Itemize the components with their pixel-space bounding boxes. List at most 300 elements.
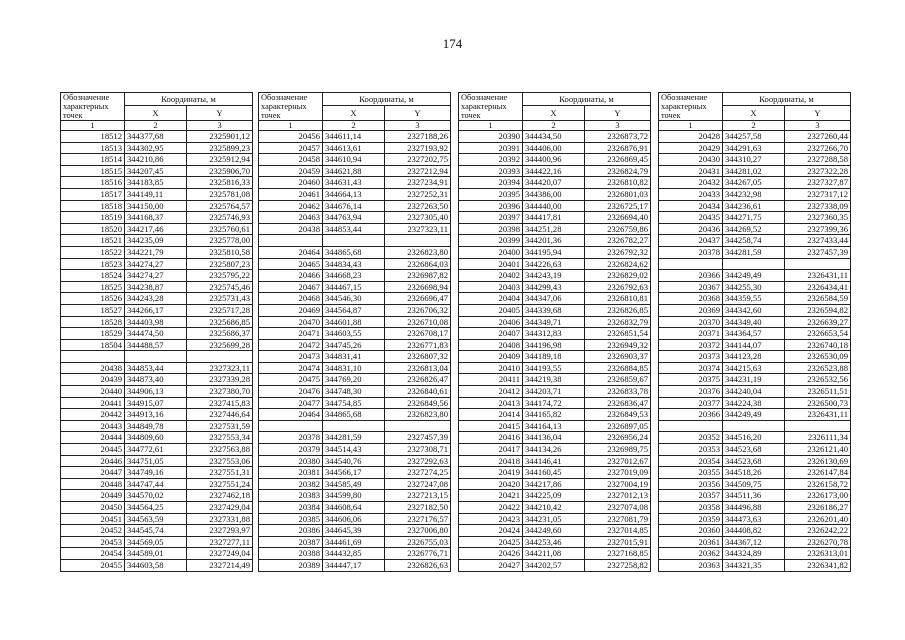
- table-row: [659, 131, 851, 143]
- table-row: [659, 258, 851, 270]
- x-value: 344611,14: [323, 131, 385, 143]
- x-value: 344523,68: [723, 455, 785, 467]
- x-value: 344217,86: [523, 478, 585, 490]
- x-value: 344834,43: [323, 258, 385, 270]
- table-row: [61, 339, 253, 351]
- point-id: 18522: [61, 246, 125, 258]
- table-row: [459, 212, 651, 224]
- point-id: 20370: [659, 316, 723, 328]
- y-value: 2326500,73: [785, 397, 851, 409]
- x-value: 344488,57: [125, 339, 187, 351]
- x-value: 344849,78: [125, 420, 187, 432]
- x-value: 344645,39: [323, 525, 385, 537]
- point-id: 20473: [259, 351, 323, 363]
- point-id: 20355: [659, 467, 723, 479]
- x-value: 344238,87: [125, 281, 187, 293]
- table-row: [659, 235, 851, 247]
- point-id: 20451: [61, 513, 125, 525]
- table-row: [61, 409, 253, 421]
- y-value: 2327457,39: [785, 246, 851, 258]
- point-id: 20443: [61, 420, 125, 432]
- y-value: 2327266,70: [785, 142, 851, 154]
- x-value: 344146,41: [523, 455, 585, 467]
- y-value: 2327531,59: [187, 420, 253, 432]
- x-value: 344202,57: [523, 559, 585, 571]
- x-value: 344631,43: [323, 177, 385, 189]
- y-value: 2326725,17: [585, 200, 651, 212]
- point-id: 20468: [259, 293, 323, 305]
- x-value: 344569,05: [125, 536, 187, 548]
- table-row: [61, 386, 253, 398]
- point-id: 20418: [459, 455, 523, 467]
- table-row: [61, 502, 253, 514]
- y-value: 2326810,82: [585, 177, 651, 189]
- y-header: Y: [385, 106, 451, 121]
- point-id: 20398: [459, 223, 523, 235]
- y-value: 2325810,58: [187, 246, 253, 258]
- point-id: 20447: [61, 467, 125, 479]
- table-row: [259, 304, 451, 316]
- column-number: 1: [61, 121, 125, 131]
- y-value: 2327323,11: [187, 362, 253, 374]
- x-value: 344408,82: [723, 525, 785, 537]
- point-id: 20448: [61, 478, 125, 490]
- table-row: [659, 246, 851, 258]
- table-row: [61, 351, 253, 363]
- x-value: 344240,04: [723, 386, 785, 398]
- y-value: 2327415,83: [187, 397, 253, 409]
- y-value: 2327323,11: [385, 223, 451, 235]
- y-value: 2326826,85: [585, 304, 651, 316]
- table-row: [259, 548, 451, 560]
- point-id: 20380: [259, 455, 323, 467]
- point-id: 20396: [459, 200, 523, 212]
- table-row: [659, 536, 851, 548]
- point-id: 20421: [459, 490, 523, 502]
- x-value: 344570,02: [125, 490, 187, 502]
- x-value: 344243,19: [523, 270, 585, 282]
- y-value: 2327019,09: [585, 467, 651, 479]
- y-value: 2326434,41: [785, 281, 851, 293]
- table-row: [61, 154, 253, 166]
- table-row: [459, 339, 651, 351]
- x-value: 344400,96: [523, 154, 585, 166]
- column-number: 2: [125, 121, 187, 131]
- y-value: 2327338,09: [785, 200, 851, 212]
- point-id: 20393: [459, 165, 523, 177]
- table-row: [259, 212, 451, 224]
- table-row: [459, 536, 651, 548]
- y-value: [385, 235, 451, 247]
- y-value: 2327322,28: [785, 165, 851, 177]
- point-id: 20362: [659, 548, 723, 560]
- table-row: [259, 536, 451, 548]
- table-row: [259, 246, 451, 258]
- x-value: 344664,13: [323, 188, 385, 200]
- table-row: [459, 374, 651, 386]
- y-value: 2327553,34: [187, 432, 253, 444]
- y-header: Y: [585, 106, 651, 121]
- table-row: [61, 246, 253, 258]
- x-value: 344164,13: [523, 420, 585, 432]
- x-value: 344747,44: [125, 478, 187, 490]
- table-row: [659, 293, 851, 305]
- x-value: 344349,71: [523, 316, 585, 328]
- point-id: 20374: [659, 362, 723, 374]
- y-value: 2326706,32: [385, 304, 451, 316]
- x-value: 344751,05: [125, 455, 187, 467]
- designation-header: Обозначение характерных точек: [259, 93, 323, 121]
- table-row: [659, 328, 851, 340]
- x-value: 344763,94: [323, 212, 385, 224]
- y-value: 2327258,82: [585, 559, 651, 571]
- table-row: [659, 223, 851, 235]
- x-value: 344150,00: [125, 200, 187, 212]
- table-row: [259, 455, 451, 467]
- table-row: [659, 409, 851, 421]
- coordinates-header: Координаты, м: [723, 93, 851, 106]
- x-value: 344865,68: [323, 246, 385, 258]
- point-id: 20456: [259, 131, 323, 143]
- y-value: 2327193,92: [385, 142, 451, 154]
- y-value: 2326740,18: [785, 339, 851, 351]
- table-row: [259, 362, 451, 374]
- y-value: 2325781,08: [187, 188, 253, 200]
- point-id: 18520: [61, 223, 125, 235]
- x-value: 344267,05: [723, 177, 785, 189]
- x-value: 344831,10: [323, 362, 385, 374]
- table-row: [459, 258, 651, 270]
- point-id: 20395: [459, 188, 523, 200]
- point-id: 20426: [459, 548, 523, 560]
- table-row: [659, 525, 851, 537]
- y-value: 2327433,44: [785, 235, 851, 247]
- table-row: [259, 142, 451, 154]
- table-row: [459, 444, 651, 456]
- y-value: 2327277,11: [187, 536, 253, 548]
- y-value: 2326949,32: [585, 339, 651, 351]
- point-id: 20449: [61, 490, 125, 502]
- table-row: [459, 362, 651, 374]
- point-id: 20417: [459, 444, 523, 456]
- y-value: 2327263,50: [385, 200, 451, 212]
- table-row: [659, 200, 851, 212]
- table-row: [659, 420, 851, 432]
- table-row: [259, 188, 451, 200]
- table-row: [259, 502, 451, 514]
- table-row: [259, 200, 451, 212]
- point-id: 18529: [61, 328, 125, 340]
- y-value: [385, 420, 451, 432]
- y-value: 2327380,70: [187, 386, 253, 398]
- point-id: 20467: [259, 281, 323, 293]
- table-row: [61, 374, 253, 386]
- x-value: 344302,95: [125, 142, 187, 154]
- y-value: 2326849,53: [585, 409, 651, 421]
- point-id: 20463: [259, 212, 323, 224]
- table-row: [259, 177, 451, 189]
- table-row: [61, 223, 253, 235]
- y-value: 2326823,80: [385, 409, 451, 421]
- column-number: 3: [585, 121, 651, 131]
- table-row: [259, 478, 451, 490]
- point-id: 20441: [61, 397, 125, 409]
- x-value: 344165,82: [523, 409, 585, 421]
- coordinates-header: Координаты, м: [125, 93, 253, 106]
- y-value: 2326111,34: [785, 432, 851, 444]
- x-value: 344563,59: [125, 513, 187, 525]
- x-value: 344915,07: [125, 397, 187, 409]
- point-id: 20432: [659, 177, 723, 189]
- point-id: 20366: [659, 409, 723, 421]
- y-value: 2327182,50: [385, 502, 451, 514]
- table-row: [459, 478, 651, 490]
- point-id: 20457: [259, 142, 323, 154]
- y-value: 2326810,81: [585, 293, 651, 305]
- table-row: [61, 525, 253, 537]
- point-id: 20375: [659, 374, 723, 386]
- x-value: 344215,63: [723, 362, 785, 374]
- point-id: 20461: [259, 188, 323, 200]
- y-value: 2327553,06: [187, 455, 253, 467]
- y-value: 2327457,39: [385, 432, 451, 444]
- point-id: 18527: [61, 304, 125, 316]
- y-value: 2327015,91: [585, 536, 651, 548]
- table-row: [659, 281, 851, 293]
- x-value: 344123,28: [723, 351, 785, 363]
- point-id: 20409: [459, 351, 523, 363]
- point-id: 20397: [459, 212, 523, 224]
- table-row: [61, 490, 253, 502]
- x-value: 344269,52: [723, 223, 785, 235]
- x-value: 344136,04: [523, 432, 585, 444]
- table-row: [61, 200, 253, 212]
- column-number: 2: [323, 121, 385, 131]
- y-value: 2327260,44: [785, 131, 851, 143]
- x-value: 344610,94: [323, 154, 385, 166]
- x-value: 344258,74: [723, 235, 785, 247]
- x-value: 344749,16: [125, 467, 187, 479]
- y-value: 2325760,61: [187, 223, 253, 235]
- y-value: 2327360,35: [785, 212, 851, 224]
- x-value: 344406,00: [523, 142, 585, 154]
- x-value: 344540,76: [323, 455, 385, 467]
- point-id: 20411: [459, 374, 523, 386]
- x-value: 344291,63: [723, 142, 785, 154]
- y-value: 2326824,79: [585, 165, 651, 177]
- x-value: 344266,17: [125, 304, 187, 316]
- designation-header: Обозначение характерных точек: [61, 93, 125, 121]
- x-value: 344420,07: [523, 177, 585, 189]
- column-number: 1: [459, 121, 523, 131]
- x-value: 344349,40: [723, 316, 785, 328]
- table-row: [659, 212, 851, 224]
- x-value: 344236,61: [723, 200, 785, 212]
- table-row: [659, 142, 851, 154]
- y-value: 2325699,28: [187, 339, 253, 351]
- point-id: 20476: [259, 386, 323, 398]
- point-id: 20428: [659, 131, 723, 143]
- y-value: 2325686,37: [187, 328, 253, 340]
- point-id: 20389: [259, 559, 323, 571]
- point-id: 20378: [659, 246, 723, 258]
- point-id: [659, 420, 723, 432]
- coordinates-table-1: [60, 92, 253, 572]
- point-id: 20438: [259, 223, 323, 235]
- table-row: [459, 293, 651, 305]
- x-value: 344364,57: [723, 328, 785, 340]
- table-row: [259, 328, 451, 340]
- table-row: [259, 490, 451, 502]
- y-value: 2326708,17: [385, 328, 451, 340]
- point-id: 20423: [459, 513, 523, 525]
- x-value: 344745,26: [323, 339, 385, 351]
- table-row: [659, 304, 851, 316]
- y-value: 2326782,27: [585, 235, 651, 247]
- point-id: 20445: [61, 444, 125, 456]
- x-value: 344219,38: [523, 374, 585, 386]
- point-id: 20387: [259, 536, 323, 548]
- point-id: 20367: [659, 281, 723, 293]
- x-value: [125, 351, 187, 363]
- table-row: [61, 212, 253, 224]
- y-value: 2326989,75: [585, 444, 651, 456]
- table-row: [259, 293, 451, 305]
- table-row: [61, 362, 253, 374]
- point-id: 20472: [259, 339, 323, 351]
- point-id: 18523: [61, 258, 125, 270]
- y-value: 2326840,61: [385, 386, 451, 398]
- point-id: 20430: [659, 154, 723, 166]
- point-id: 18512: [61, 131, 125, 143]
- x-value: 344183,85: [125, 177, 187, 189]
- coordinates-table-4: [658, 92, 851, 572]
- x-value: 344386,00: [523, 188, 585, 200]
- point-id: 20392: [459, 154, 523, 166]
- table-row: [459, 154, 651, 166]
- x-value: 344249,49: [723, 409, 785, 421]
- x-value: 344321,35: [723, 559, 785, 571]
- point-id: 20450: [61, 502, 125, 514]
- table-row: [459, 177, 651, 189]
- y-value: 2326694,40: [585, 212, 651, 224]
- table-row: [259, 409, 451, 421]
- x-value: 344281,59: [723, 246, 785, 258]
- x-value: 344310,27: [723, 154, 785, 166]
- y-value: 2326903,37: [585, 351, 651, 363]
- table-row: [61, 432, 253, 444]
- x-value: 344613,61: [323, 142, 385, 154]
- point-id: 18513: [61, 142, 125, 154]
- point-id: [259, 420, 323, 432]
- y-value: 2326987,82: [385, 270, 451, 282]
- point-id: 20403: [459, 281, 523, 293]
- x-value: 344193,55: [523, 362, 585, 374]
- y-value: 2327551,24: [187, 478, 253, 490]
- point-id: 20379: [259, 444, 323, 456]
- x-value: 344134,26: [523, 444, 585, 456]
- x-value: 344226,63: [523, 258, 585, 270]
- y-value: 2326173,00: [785, 490, 851, 502]
- point-id: 20427: [459, 559, 523, 571]
- x-value: 344601,88: [323, 316, 385, 328]
- table-row: [61, 467, 253, 479]
- x-value: 344251,28: [523, 223, 585, 235]
- column-number: 1: [259, 121, 323, 131]
- y-value: 2325764,57: [187, 200, 253, 212]
- x-value: 344809,60: [125, 432, 187, 444]
- table-row: [659, 188, 851, 200]
- y-value: 2327317,12: [785, 188, 851, 200]
- x-value: 344403,98: [125, 316, 187, 328]
- y-value: 2326755,03: [385, 536, 451, 548]
- point-id: 20459: [259, 165, 323, 177]
- y-value: 2325912,94: [187, 154, 253, 166]
- y-value: 2326873,72: [585, 131, 651, 143]
- table-row: [459, 386, 651, 398]
- point-id: 20458: [259, 154, 323, 166]
- x-value: 344566,17: [323, 467, 385, 479]
- point-id: 20444: [61, 432, 125, 444]
- y-value: 2326801,03: [585, 188, 651, 200]
- y-value: 2327293,97: [187, 525, 253, 537]
- x-value: 344511,36: [723, 490, 785, 502]
- x-value: 344772,61: [125, 444, 187, 456]
- y-value: 2326532,56: [785, 374, 851, 386]
- x-value: 344603,55: [323, 328, 385, 340]
- table-row: [659, 362, 851, 374]
- y-value: 2326864,03: [385, 258, 451, 270]
- table-row: [459, 467, 651, 479]
- x-value: 344589,01: [125, 548, 187, 560]
- y-value: 2326759,86: [585, 223, 651, 235]
- table-row: [459, 142, 651, 154]
- x-value: 344367,12: [723, 536, 785, 548]
- table-row: [659, 502, 851, 514]
- point-id: 20407: [459, 328, 523, 340]
- point-id: 20402: [459, 270, 523, 282]
- page-number: 174: [442, 36, 463, 51]
- table-row: [259, 513, 451, 525]
- point-id: 20369: [659, 304, 723, 316]
- point-id: 20357: [659, 490, 723, 502]
- point-id: 18525: [61, 281, 125, 293]
- x-value: 344509,75: [723, 478, 785, 490]
- point-id: 20382: [259, 478, 323, 490]
- x-value: 344339,68: [523, 304, 585, 316]
- table-row: [259, 559, 451, 571]
- table-row: [459, 351, 651, 363]
- table-row: [459, 200, 651, 212]
- y-value: 2327234,91: [385, 177, 451, 189]
- table-row: [659, 490, 851, 502]
- x-value: 344217,46: [125, 223, 187, 235]
- y-value: 2327274,25: [385, 467, 451, 479]
- point-id: 18519: [61, 212, 125, 224]
- point-id: 20368: [659, 293, 723, 305]
- table-row: [61, 455, 253, 467]
- point-id: 20416: [459, 432, 523, 444]
- point-id: 20466: [259, 270, 323, 282]
- x-value: 344473,63: [723, 513, 785, 525]
- point-id: 20415: [459, 420, 523, 432]
- x-value: 344253,46: [523, 536, 585, 548]
- y-value: 2327331,88: [187, 513, 253, 525]
- point-id: 20385: [259, 513, 323, 525]
- point-id: 20353: [659, 444, 723, 456]
- x-value: 344255,30: [723, 281, 785, 293]
- table-row: [61, 165, 253, 177]
